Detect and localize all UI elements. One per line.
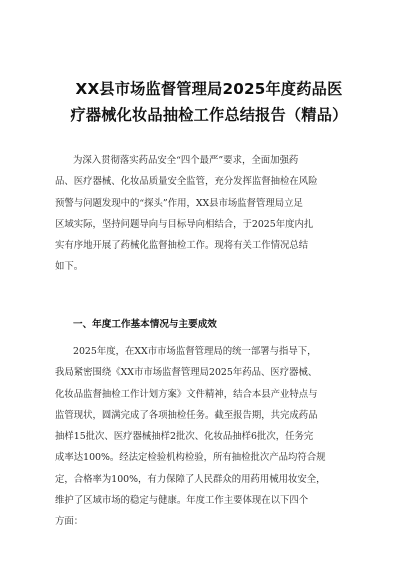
- intro-line: 为深入贯彻落实药品安全“四个最严”要求，全面加强药: [73, 155, 299, 166]
- intro-line: 预警与问题发现中的“探头”作用，XX县市场监督管理局立足: [55, 197, 303, 209]
- intro-paragraph: [55, 150, 355, 278]
- section-line: 2025年度，在XX市市场监督管理局的统一部署与指导下，: [73, 346, 317, 357]
- title-line-1: XX县市场监督管理局2025年度药品医: [75, 80, 343, 98]
- title-line-2: 疗器械化妆品抽检工作总结报告（精品）: [70, 106, 348, 124]
- intro-line: 如下。: [55, 261, 84, 273]
- section-line: 抽样15批次、医疗器械抽样2批次、化妆品抽样6批次，任务完: [55, 431, 314, 443]
- intro-line: 区域实际，坚持问题导向与目标导向相结合，于2025年度内扎: [55, 218, 314, 230]
- intro-line: 品、医疗器械、化妆品质量安全监管，充分发挥监督抽检在风险: [55, 176, 318, 188]
- intro-line: 实有序地开展了药械化监督抽检工作。现将有关工作情况总结: [55, 240, 309, 252]
- section-line: 化妆品监督抽检工作计划方案》文件精神，结合本县产业特点与: [55, 388, 318, 400]
- section-line: 监管现状，圆满完成了各项抽检任务。截至报告期，共完成药品: [55, 409, 318, 421]
- section-line: 我局紧密围绕《XX市市场监督管理局2025年药品、医疗器械、: [55, 367, 318, 379]
- document-title: [54, 76, 364, 128]
- section-line: 方面：: [55, 516, 84, 528]
- section-paragraph: [55, 341, 355, 533]
- section-line: 成率达100%。经法定检验机构检验，所有抽检批次产品均符合规: [55, 452, 326, 464]
- section-line: 定，合格率为100%，有力保障了人民群众的用药用械用妆安全，: [55, 473, 326, 485]
- section-heading: 一、年度工作基本情况与主要成效: [73, 319, 217, 330]
- section-line: 维护了区域市场的稳定与健康。年度工作主要体现在以下四个: [55, 495, 309, 507]
